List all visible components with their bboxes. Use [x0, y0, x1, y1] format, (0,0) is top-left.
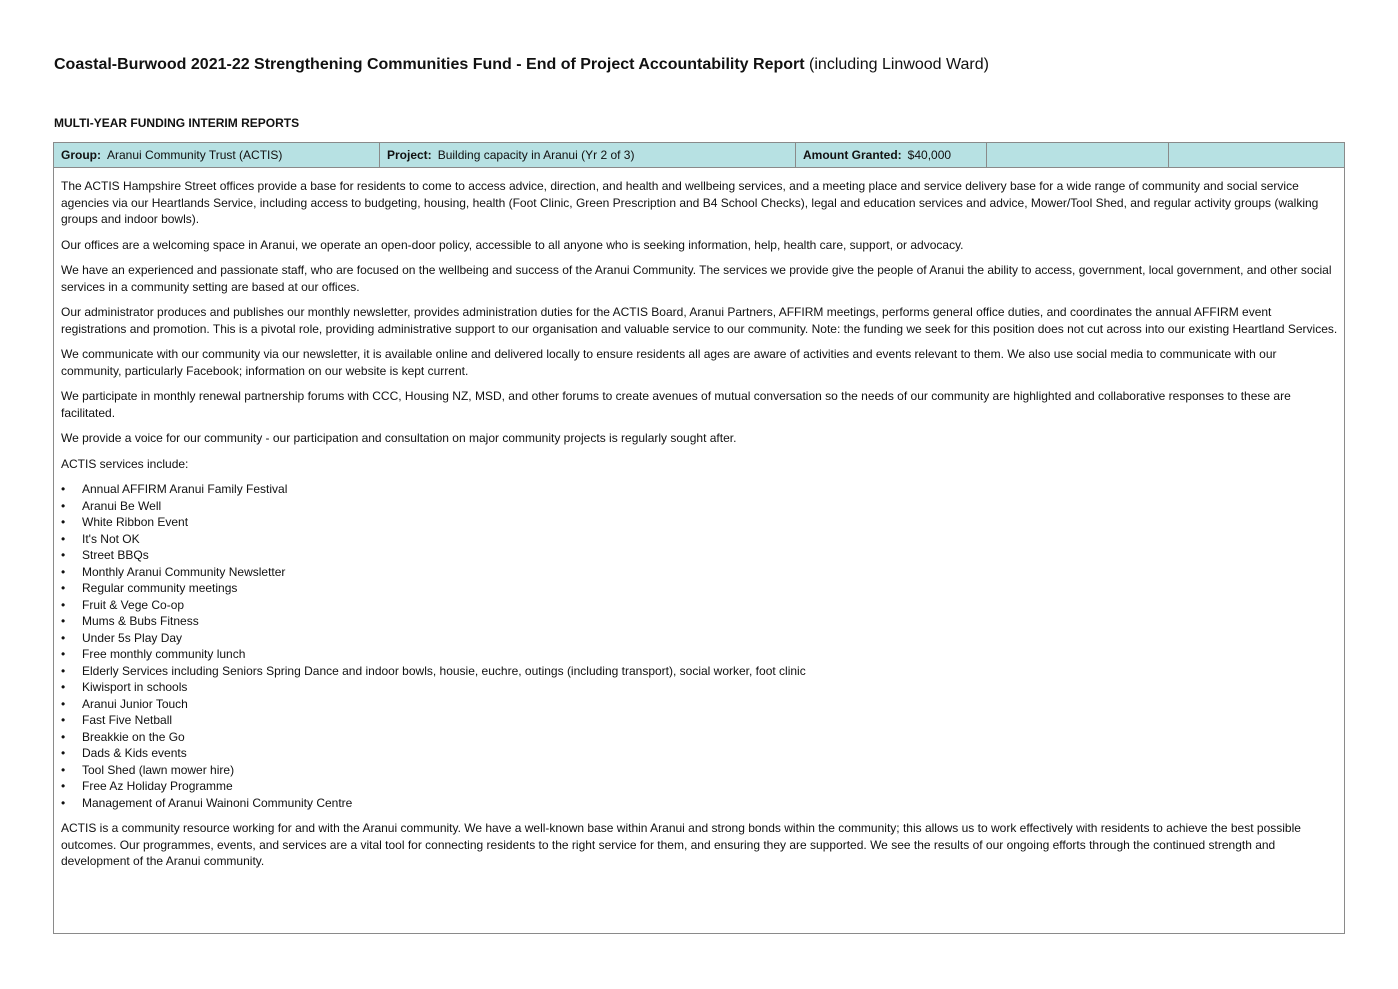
list-item: • Aranui Junior Touch — [61, 696, 1338, 713]
list-item: • Kiwisport in schools — [61, 679, 1338, 696]
list-item: • Aranui Be Well — [61, 498, 1338, 515]
list-item: • Street BBQs — [61, 547, 1338, 564]
list-item: • Dads & Kids events — [61, 745, 1338, 762]
amount-cell — [796, 143, 987, 167]
list-item: • Mums & Bubs Fitness — [61, 613, 1338, 630]
list-item: • Breakkie on the Go — [61, 729, 1338, 746]
list-item: • It's Not OK — [61, 531, 1338, 548]
document-title-main: Coastal-Burwood 2021-22 Strengthening Communities Fund - End of Project Accountability Report — [54, 56, 805, 73]
project-cell — [380, 143, 796, 167]
report-paragraph: Our offices are a welcoming space in Aranui, we operate an open-door policy, accessible to all anyone who is seeking information, help, health care, support, or advocacy. — [61, 237, 964, 252]
list-item: • Fruit & Vege Co-op — [61, 597, 1338, 614]
group-value: Aranui Community Trust (ACTIS) — [107, 148, 283, 162]
amount-value: $40,000 — [907, 148, 952, 162]
list-item: • Free Az Holiday Programme — [61, 778, 1338, 795]
group-cell — [54, 143, 380, 167]
report-paragraph: The ACTIS Hampshire Street offices provide a base for residents to come to access advice, direction, and health and wellbeing services, and a meeting place and service delivery base for a wide range of community and social service agencies via our Heartlands Service, including access to budgeting, housing, health (Foot Clinic, Green Prescription and B4 School Checks), legal and education services and advice, Mower/Tool Shed, and regular activity groups (walking groups and indoor bowls). — [61, 179, 1319, 226]
list-item: • Regular community meetings — [61, 580, 1338, 597]
amount-label: Amount Granted: — [803, 148, 902, 162]
list-item: • Monthly Aranui Community Newsletter — [61, 564, 1338, 581]
report-header-row — [54, 143, 1344, 168]
project-value: Building capacity in Aranui (Yr 2 of 3) — [437, 148, 635, 162]
empty-header-cell — [987, 143, 1169, 167]
section-heading: MULTI-YEAR FUNDING INTERIM REPORTS — [54, 116, 300, 130]
report-paragraph: We participate in monthly renewal partnership forums with CCC, Housing NZ, MSD, and other forums to create avenues of mutual conversation so the needs of our community are highlighted and collaborative responses to these are facilitated. — [61, 389, 1291, 420]
services-list — [61, 481, 1338, 811]
report-table — [53, 142, 1345, 934]
list-item: • Management of Aranui Wainoni Community Centre — [61, 795, 1338, 812]
list-item: • Under 5s Play Day — [61, 630, 1338, 647]
report-paragraph: We provide a voice for our community - our participation and consultation on major community projects is regularly sought after. — [61, 431, 737, 445]
list-item: • Free monthly community lunch — [61, 646, 1338, 663]
report-paragraph: We have an experienced and passionate staff, who are focused on the wellbeing and success of the Aranui Community. The services we provide give the people of Aranui the ability to access, government, local government, and other social services in a community setting are based at our offices. — [61, 263, 1332, 294]
list-item: • Tool Shed (lawn mower hire) — [61, 762, 1338, 779]
list-item: • Fast Five Netball — [61, 712, 1338, 729]
list-item: • Annual AFFIRM Aranui Family Festival — [61, 481, 1338, 498]
list-item: • Elderly Services including Seniors Spring Dance and indoor bowls, housie, euchre, outings (including transport), social worker, foot clinic — [61, 663, 1338, 680]
project-label: Project: — [387, 148, 432, 162]
group-label: Group: — [61, 148, 101, 162]
empty-header-cell — [1169, 143, 1344, 167]
closing-paragraph: ACTIS is a community resource working for and with the Aranui community. We have a well-known base within Aranui and strong bonds within the community; this allows us to work effectively with residents to achieve the best possible outcomes. Our programmes, events, and services are a vital tool for connecting residents to the right service for them, and ensuring they are supported. We see the results of our ongoing efforts through the continued strength and development of the Aranui community. — [61, 821, 1301, 868]
document-title — [54, 56, 989, 74]
document-title-subtitle: (including Linwood Ward) — [809, 56, 989, 73]
report-paragraph: Our administrator produces and publishes our monthly newsletter, provides administration duties for the ACTIS Board, Aranui Partners, AFFIRM meetings, performs general office duties, and coordinates the annual AFFIRM event registrations and promotion. This is a pivotal role, providing administrative support to our organisation and valuable service to our community. Note: the funding we seek for this position does not cut across into our existing Heartland Services. — [61, 305, 1338, 336]
report-paragraph: We communicate with our community via our newsletter, it is available online and delivered locally to ensure residents all ages are aware of activities and events relevant to them. We also use social media to communicate with our community, particularly Facebook; information on our website is kept current. — [61, 347, 1277, 378]
list-item: • White Ribbon Event — [61, 514, 1338, 531]
services-intro: ACTIS services include: — [61, 456, 189, 471]
report-body — [54, 168, 1344, 870]
